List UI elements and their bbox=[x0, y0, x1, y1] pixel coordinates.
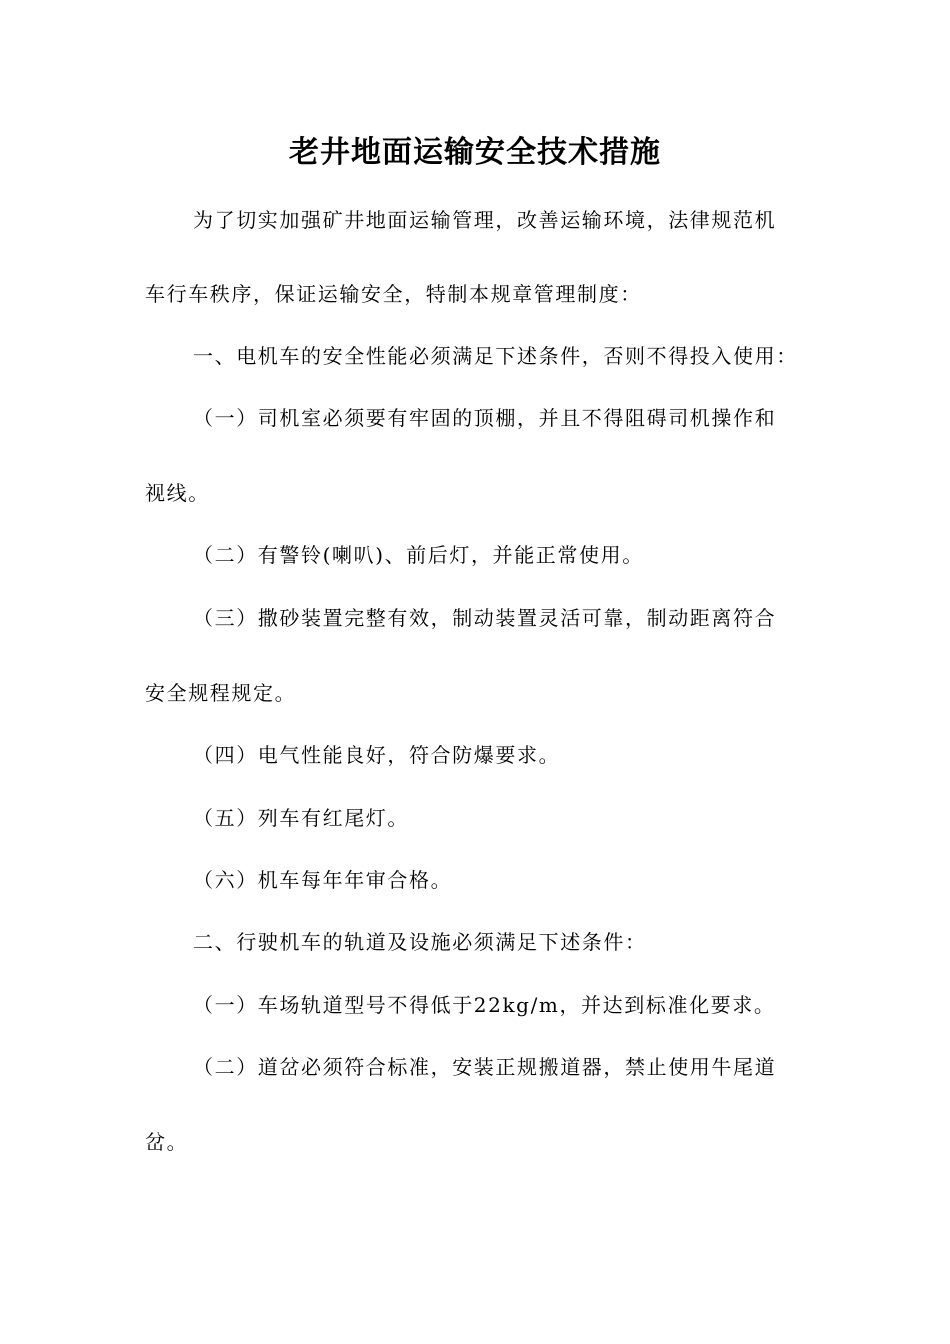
paragraph-line: 二、行驶机车的轨道及设施必须满足下述条件： bbox=[193, 930, 647, 954]
paragraph-line: （二）道岔必须符合标准，安装正规搬道器，禁止使用牛尾道 bbox=[193, 1055, 777, 1079]
document-title: 老井地面运输安全技术措施 bbox=[289, 135, 661, 170]
paragraph-line: 岔。 bbox=[145, 1130, 189, 1154]
paragraph-line: 为了切实加强矿井地面运输管理，改善运输环境，法律规范机 bbox=[193, 208, 777, 232]
paragraph-line: 一、电机车的安全性能必须满足下述条件，否则不得投入使用： bbox=[193, 344, 798, 368]
paragraph-line: （二）有警铃(喇叭)、前后灯，并能正常使用。 bbox=[193, 543, 644, 567]
paragraph-line: （六）机车每年年审合格。 bbox=[193, 868, 453, 892]
paragraph-line: 安全规程规定。 bbox=[145, 681, 297, 705]
paragraph-line: （五）列车有红尾灯。 bbox=[193, 806, 409, 830]
paragraph-line: （三）撒砂装置完整有效，制动装置灵活可靠，制动距离符合 bbox=[193, 606, 777, 630]
paragraph-line: （一）司机室必须要有牢固的顶棚，并且不得阻碍司机操作和 bbox=[193, 406, 777, 430]
paragraph-line: （四）电气性能良好，符合防爆要求。 bbox=[193, 743, 561, 767]
paragraph-line: 车行车秩序，保证运输安全，特制本规章管理制度： bbox=[145, 282, 642, 306]
paragraph-line: （一）车场轨道型号不得低于22kg/m，并达到标准化要求。 bbox=[193, 993, 776, 1017]
paragraph-line: 视线。 bbox=[145, 481, 210, 505]
